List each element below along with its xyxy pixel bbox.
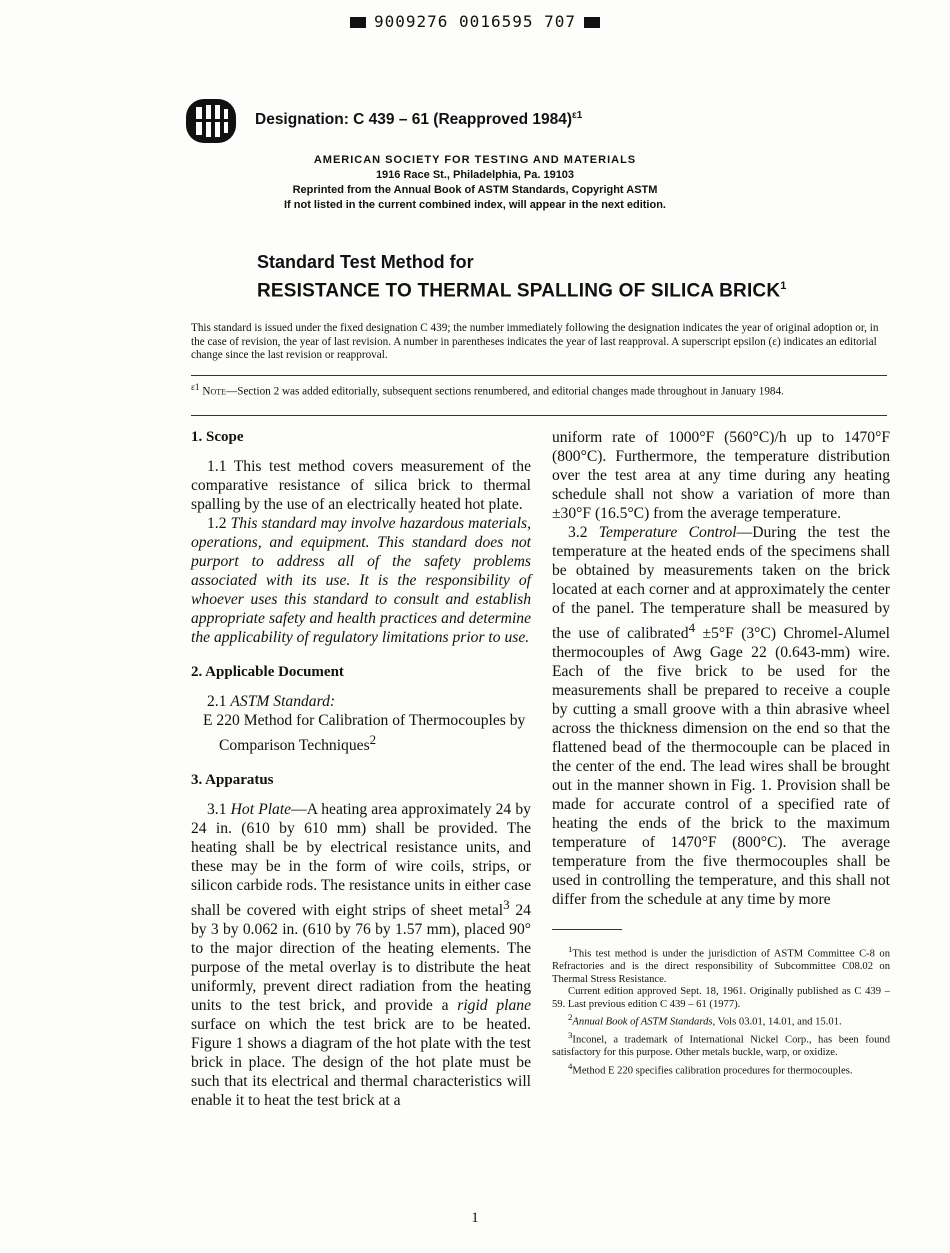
para-3-2-fn: 4 [688, 620, 696, 635]
editorial-note-text: —Section 2 was added editorially, subsequent sections renumbered, and editorial changes made throughout in January 1984. [226, 385, 784, 398]
title-line1: Standard Test Method for [257, 252, 474, 272]
society-reprint: Reprinted from the Annual Book of ASTM Standards, Copyright ASTM [292, 184, 658, 196]
editorial-note [191, 382, 887, 399]
society-block [0, 153, 950, 213]
left-column [191, 428, 531, 1110]
footnote-4-mark: 4 [568, 1060, 573, 1071]
barcode-header [0, 12, 950, 31]
para-1-1: 1.1 This test method covers measurement of the comparative resistance of silica brick to thermal spalling by the use of an electrically heated hot plate. [191, 458, 531, 513]
footnote-2 [552, 1011, 890, 1029]
para-3-1-fn: 3 [503, 897, 510, 913]
para-2-1-text: ASTM Standard: [230, 693, 336, 710]
footnote-rule [552, 929, 622, 930]
para-3-1-c: surface on which the test brick are to be heated. Figure 1 shows a diagram of the hot plate with the test brick in place. The design of the hot plate must be such that its electrical and thermal characteristics will enable it to heat the test brick at a [191, 1016, 531, 1110]
right-column [552, 428, 890, 1078]
para-2-1 [191, 692, 531, 711]
ref-e220-fn: 2 [369, 732, 377, 747]
issued-statement: This standard is issued under the fixed designation C 439; the number immediately following the designation indicates the year of original adoption or, in the case of revision, the year of last revision. A number in parentheses indicates the year of last reapproval. A superscript epsilon (ε) indicates an editorial change since the last revision or reapproval. [191, 322, 879, 361]
ref-e220-text: E 220 Method for Calibration of Thermocouples by Comparison Techniques [203, 712, 526, 755]
editorial-note-mark: ε1 [191, 383, 200, 393]
para-1-2 [191, 514, 531, 647]
para-3-2-a: —During the test the temperature at the heated ends of the specimens shall be obtained by measurements taken on the brick located at each corner and at approximately the center of the panel. The temperature shall be measured by the use of calibrated [552, 524, 890, 643]
designation-text: Designation: C 439 – 61 (Reapproved 1984) [255, 111, 573, 129]
footnote-2-italic: Annual Book of ASTM Standards [572, 1016, 713, 1028]
para-3-2-b: ±5°F (3°C) Chromel-Alumel thermocouples of Awg Gage 22 (0.643-mm) wire. Each of the five brick to be used for the measurements shall be prepared to receive a couple by cutting a small groove with a thin abrasive wheel across the thickness dimension on the end so that the flattened bead of the thermocouple can be placed in the center of the end. The lead wires shall be brought out in the manner shown in Fig. 1. Provision shall be made for accurate control of a specified rate of heating the ends of the brick to the maximum temperature of 1470°F (800°C). The average temperature from the five thermocouples shall be used in controlling the temperature, and this shall not differ from the schedule at any time by more [552, 625, 890, 909]
footnote-1-mark: 1 [568, 944, 573, 955]
barcode-text: 9009276 0016595 707 [373, 12, 577, 31]
footnote-3-text: Inconel, a trademark of International Nickel Corp., has been found satisfactory for this purpose. Other metals buckle, warp, or oxidize. [552, 1034, 890, 1059]
page-number: 1 [471, 1210, 479, 1226]
society-index-note: If not listed in the current combined index, will appear in the next edition. [284, 199, 666, 211]
title-line2 [257, 280, 787, 302]
title-footnote-mark: 1 [780, 280, 787, 292]
footnote-2-text: , Vols 03.01, 14.01, and 15.01. [712, 1016, 842, 1028]
para-3-2 [552, 523, 890, 909]
society-address: 1916 Race St., Philadelphia, Pa. 19103 [375, 169, 575, 181]
para-3-1-label: Hot Plate [230, 801, 292, 819]
footnote-4-text: Method E 220 specifies calibration procedures for thermocouples. [572, 1065, 853, 1077]
para-3-2-label: Temperature Control [598, 524, 737, 541]
para-3-1-italic: rigid plane [457, 997, 531, 1015]
section-3-heading: 3. Apparatus [191, 772, 274, 789]
designation [255, 110, 582, 129]
para-1-2-num: 1.2 [207, 515, 227, 532]
title-main: RESISTANCE TO THERMAL SPALLING OF SILICA BRICK [257, 280, 781, 302]
barcode-block-left [350, 17, 366, 28]
para-3-1-continued: uniform rate of 1000°F (560°C)/h up to 1470°F (800°C). Furthermore, the temperature distribution over the test area at any time during any heating schedule shall not show a variation of more than ±30°F (16.5°C) from the average temperature. [552, 429, 890, 522]
section-1-heading: 1. Scope [191, 429, 244, 445]
section-2-heading: 2. Applicable Document [191, 664, 344, 680]
editorial-note-label: Note [202, 385, 227, 398]
para-3-2-num: 3.2 [568, 524, 588, 541]
ref-e220 [191, 711, 531, 755]
designation-superscript: ε1 [572, 110, 583, 121]
astm-logo [184, 97, 238, 145]
para-3-1-b: 24 by 3 by 0.062 in. (610 by 76 by 1.57 mm), placed 90° to the major direction of the heating elements. The purpose of the metal overlay is to distribute the heat uniformly, prevent direct radiation from the heating units to the test brick, and provide a [191, 902, 531, 1015]
rule-top [191, 375, 887, 376]
footnote-1 [552, 943, 890, 986]
society-name: AMERICAN SOCIETY FOR TESTING AND MATERIALS [313, 154, 637, 166]
footnote-3 [552, 1029, 890, 1060]
astm-logo-mark [184, 97, 238, 145]
footnote-4 [552, 1060, 890, 1078]
barcode-block-right [584, 17, 600, 28]
para-2-1-num: 2.1 [207, 693, 227, 710]
footnote-3-mark: 3 [568, 1030, 573, 1041]
footnote-1b: Current edition approved Sept. 18, 1961. Originally published as C 439 – 59. Last previous edition C 439 – 61 (1977). [552, 986, 890, 1010]
para-3-1 [191, 800, 531, 1110]
footnote-1-text: This test method is under the jurisdiction of ASTM Committee C-8 on Refractories and is the direct responsibility of Subcommittee C08.02 on Thermal Stress Resistance. [552, 948, 890, 985]
rule-bottom [191, 415, 887, 416]
footnote-2-mark: 2 [568, 1012, 573, 1023]
para-1-2-text: This standard may involve hazardous materials, operations, and equipment. This standard does not purport to address all of the safety problems associated with its use. It is the responsibility of whoever uses this standard to consult and establish appropriate safety and health practices and determine the applicability of regulatory limitations prior to use. [191, 515, 531, 646]
para-3-1-a: —A heating area approximately 24 by 24 in. (610 by 610 mm) shall be provided. The heating shall be by electrical resistance units, and these may be in the form of wire coils, strips, or silicon carbide rods. The resistance units in either case shall be covered with eight strips of sheet metal [191, 801, 531, 920]
para-3-1-num: 3.1 [207, 801, 227, 819]
